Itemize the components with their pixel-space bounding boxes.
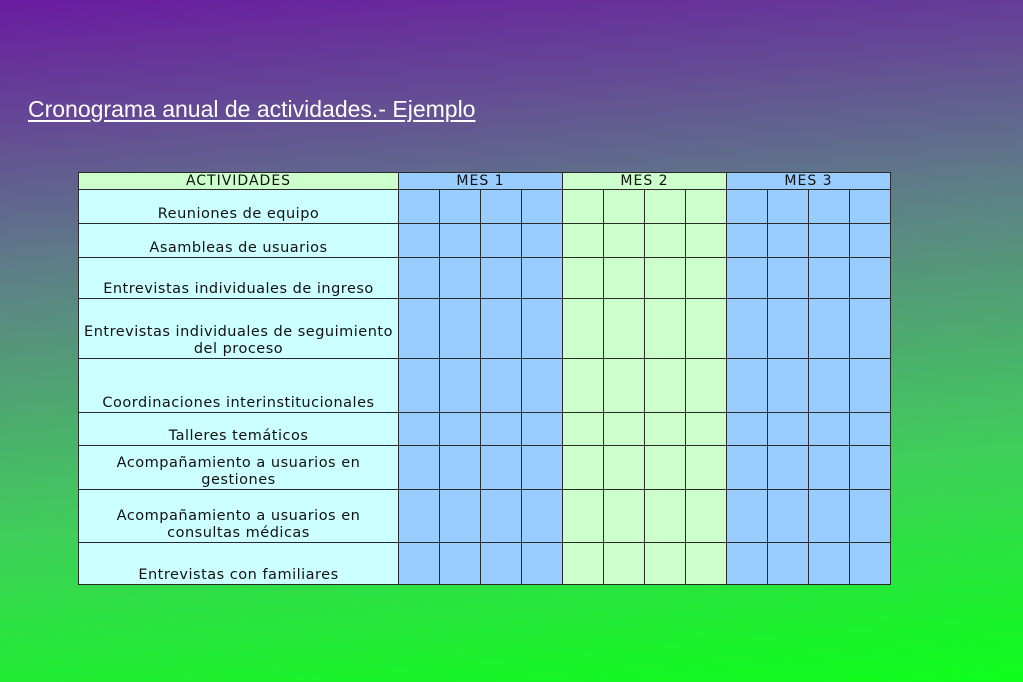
week-cell xyxy=(727,543,768,585)
week-cell xyxy=(768,190,809,224)
week-cell xyxy=(563,490,604,543)
activity-label: Acompañamiento a usuarios en consultas médicas xyxy=(79,490,399,543)
table-row xyxy=(79,543,891,585)
week-cell xyxy=(850,224,891,258)
week-cell xyxy=(850,359,891,413)
week-cell xyxy=(850,190,891,224)
activity-label: Asambleas de usuarios xyxy=(79,224,399,258)
week-cell xyxy=(399,359,440,413)
week-cell xyxy=(440,299,481,359)
week-cell xyxy=(481,446,522,490)
week-cell xyxy=(481,413,522,446)
week-cell xyxy=(522,490,563,543)
month-header-1: MES 1 xyxy=(399,173,563,190)
week-cell xyxy=(727,413,768,446)
week-cell xyxy=(809,299,850,359)
week-cell xyxy=(604,446,645,490)
week-cell xyxy=(645,359,686,413)
week-cell xyxy=(850,490,891,543)
week-cell xyxy=(727,299,768,359)
week-cell xyxy=(645,490,686,543)
week-cell xyxy=(440,413,481,446)
week-cell xyxy=(522,299,563,359)
week-cell xyxy=(522,543,563,585)
week-cell xyxy=(645,258,686,299)
schedule-table xyxy=(78,172,891,585)
week-cell xyxy=(563,224,604,258)
week-cell xyxy=(563,359,604,413)
week-cell xyxy=(440,359,481,413)
table-row xyxy=(79,299,891,359)
week-cell xyxy=(809,490,850,543)
week-cell xyxy=(768,413,809,446)
week-cell xyxy=(645,413,686,446)
week-cell xyxy=(645,299,686,359)
activity-label: Coordinaciones interinstitucionales xyxy=(79,359,399,413)
week-cell xyxy=(522,359,563,413)
week-cell xyxy=(399,190,440,224)
week-cell xyxy=(686,359,727,413)
week-cell xyxy=(481,543,522,585)
week-cell xyxy=(399,446,440,490)
week-cell xyxy=(686,190,727,224)
activity-label: Acompañamiento a usuarios en gestiones xyxy=(79,446,399,490)
table-row xyxy=(79,190,891,224)
week-cell xyxy=(768,490,809,543)
week-cell xyxy=(768,224,809,258)
week-cell xyxy=(522,224,563,258)
week-cell xyxy=(645,446,686,490)
week-cell xyxy=(563,446,604,490)
table-row xyxy=(79,224,891,258)
week-cell xyxy=(809,359,850,413)
activity-label: Entrevistas individuales de seguimiento del proceso xyxy=(79,299,399,359)
month-header-2: MES 2 xyxy=(563,173,727,190)
week-cell xyxy=(399,490,440,543)
week-cell xyxy=(522,446,563,490)
week-cell xyxy=(686,224,727,258)
week-cell xyxy=(768,446,809,490)
week-cell xyxy=(850,543,891,585)
table-row xyxy=(79,490,891,543)
week-cell xyxy=(604,258,645,299)
week-cell xyxy=(727,190,768,224)
activity-label: Talleres temáticos xyxy=(79,413,399,446)
activity-label: Entrevistas con familiares xyxy=(79,543,399,585)
week-cell xyxy=(522,190,563,224)
week-cell xyxy=(399,299,440,359)
week-cell xyxy=(563,543,604,585)
week-cell xyxy=(809,190,850,224)
week-cell xyxy=(768,543,809,585)
week-cell xyxy=(440,543,481,585)
week-cell xyxy=(727,446,768,490)
table-row xyxy=(79,446,891,490)
page-title: Cronograma anual de actividades.- Ejemplo xyxy=(28,96,476,122)
week-cell xyxy=(727,258,768,299)
week-cell xyxy=(850,299,891,359)
week-cell xyxy=(809,413,850,446)
table-row xyxy=(79,258,891,299)
activity-label: Entrevistas individuales de ingreso xyxy=(79,258,399,299)
week-cell xyxy=(481,359,522,413)
week-cell xyxy=(440,446,481,490)
week-cell xyxy=(399,258,440,299)
week-cell xyxy=(604,413,645,446)
schedule-body xyxy=(79,190,891,585)
week-cell xyxy=(563,299,604,359)
week-cell xyxy=(399,413,440,446)
week-cell xyxy=(604,490,645,543)
week-cell xyxy=(645,190,686,224)
week-cell xyxy=(850,446,891,490)
week-cell xyxy=(727,490,768,543)
week-cell xyxy=(481,258,522,299)
week-cell xyxy=(522,413,563,446)
week-cell xyxy=(604,359,645,413)
week-cell xyxy=(809,258,850,299)
table-row xyxy=(79,359,891,413)
week-cell xyxy=(481,490,522,543)
week-cell xyxy=(481,299,522,359)
week-cell xyxy=(604,224,645,258)
week-cell xyxy=(604,190,645,224)
week-cell xyxy=(809,446,850,490)
week-cell xyxy=(727,224,768,258)
activity-label: Reuniones de equipo xyxy=(79,190,399,224)
week-cell xyxy=(686,258,727,299)
table-row xyxy=(79,413,891,446)
week-cell xyxy=(645,543,686,585)
week-cell xyxy=(440,490,481,543)
week-cell xyxy=(809,543,850,585)
week-cell xyxy=(440,190,481,224)
week-cell xyxy=(440,224,481,258)
week-cell xyxy=(399,543,440,585)
week-cell xyxy=(768,258,809,299)
week-cell xyxy=(481,224,522,258)
week-cell xyxy=(440,258,481,299)
week-cell xyxy=(850,258,891,299)
week-cell xyxy=(481,190,522,224)
week-cell xyxy=(686,490,727,543)
header-row xyxy=(79,173,891,190)
week-cell xyxy=(686,446,727,490)
week-cell xyxy=(563,258,604,299)
week-cell xyxy=(850,413,891,446)
week-cell xyxy=(727,359,768,413)
week-cell xyxy=(563,190,604,224)
activities-header: ACTIVIDADES xyxy=(79,173,399,190)
week-cell xyxy=(809,224,850,258)
week-cell xyxy=(686,299,727,359)
month-header-3: MES 3 xyxy=(727,173,891,190)
week-cell xyxy=(563,413,604,446)
week-cell xyxy=(686,413,727,446)
week-cell xyxy=(686,543,727,585)
week-cell xyxy=(604,543,645,585)
week-cell xyxy=(768,299,809,359)
week-cell xyxy=(768,359,809,413)
week-cell xyxy=(645,224,686,258)
week-cell xyxy=(604,299,645,359)
week-cell xyxy=(399,224,440,258)
week-cell xyxy=(522,258,563,299)
